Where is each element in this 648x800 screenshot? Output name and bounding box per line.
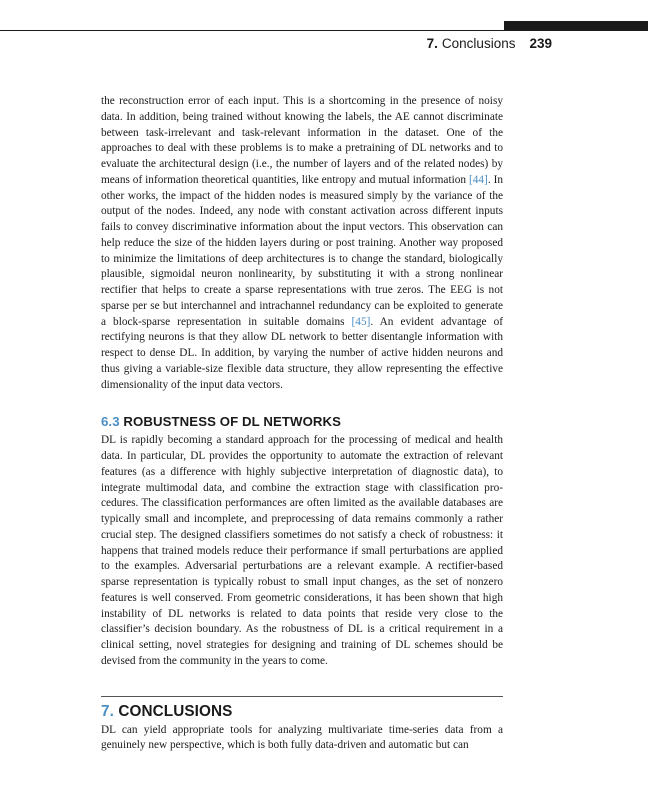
intro-text-2: . In other works, the impact of the hidden nodes is measured simply by the variance of the output of the nodes. Indeed, any node with constant activation across different inputs fails to convey discriminative information about the input vectors. This observation can help reduce the size of the hidden layers during or post training. Another way proposed to minimize the limitations of deep architectures is to change the standard, biologically plausible, sigmoidal neuron nonlinearity, by substituting it with a strong nonlinear rectifier that helps to create a sparse representations with true zeros. The EEG is not sparse per se but interchannel and intrachannel redundancy can be exploited to generate a block-sparse representation in suitable domains	[101, 173, 503, 328]
page-body	[101, 94, 503, 754]
section-heading-conclusions	[101, 703, 503, 721]
section-divider	[101, 696, 503, 697]
running-head-chapter-title: Conclusions	[441, 36, 516, 51]
robustness-paragraph: DL is rapidly becoming a standard approach for the processing of medical and health data. In particular, DL provides the opportunity to automate the extraction of relevant features (as a difference with highly subjective interpretation of diagnostic data), to integrate multimodal data, and combine the extraction stage with classification procedures. The classification performances are often limited as the available databases are typically small and incomplete, and preprocessing of data remains commonly a rather crucial step. The designed classifiers sometimes do not satisfy a check of robustness: it happens that trained models reduce their performance if small perturbations are applied to the examples. Adversarial perturbations are a relevant example. A rectifier-based sparse representation is typically robust to small input changes, as the set of nonzero features is well conserved. From geometric considerations, it has been shown that high instability of DL networks is related to data points that reside very close to the classifier’s decision boundary. As the robustness of DL is a critical requirement in a clinical setting, novel strategies for designing and training of DL schemes should be devised from the community in the years to come.	[101, 434, 503, 667]
conclusions-paragraph: DL can yield appropriate tools for analyzing multivariate time-series data from a genuinely new perspective, which is both fully data-driven and automatic but can	[101, 723, 503, 752]
citation-45[interactable]: [45]	[351, 315, 371, 328]
section-number: 6.3	[101, 414, 120, 430]
section-title: CONCLUSIONS	[118, 702, 233, 720]
citation-44[interactable]: [44]	[468, 173, 488, 186]
section-number: 7.	[101, 702, 114, 720]
running-head-chapter-number: 7.	[426, 36, 438, 51]
running-head	[427, 36, 552, 51]
intro-text-1: the reconstruction error of each input. This is a shortcoming in the presence of noisy data. In addition, being trained without knowing the labels, the AE cannot discriminate between task-irrelevant and task-relevant information in the dataset. One of the approaches to deal with these problems is to make a pretraining of DL networks and to evaluate the architectural design (i.e., the number of layers and of the related nodes) by means of information theoretical quantities, like entropy and mutual information	[101, 95, 503, 186]
header-accent-bar	[504, 21, 648, 30]
section-title: ROBUSTNESS OF DL NETWORKS	[123, 414, 342, 430]
header-rule	[0, 30, 648, 31]
intro-text-3: . An evident advantage of rectifying neurons is that they allow DL network to better disentangle information with respect to dense DL. In addition, by varying the number of active hidden neurons and thus giving a variable-size flexible data structure, they allow representing the effective dimensionality of the input data vectors.	[101, 315, 503, 391]
intro-paragraph	[101, 94, 503, 393]
section-heading-robustness	[101, 414, 503, 430]
page-number: 239	[529, 36, 552, 51]
